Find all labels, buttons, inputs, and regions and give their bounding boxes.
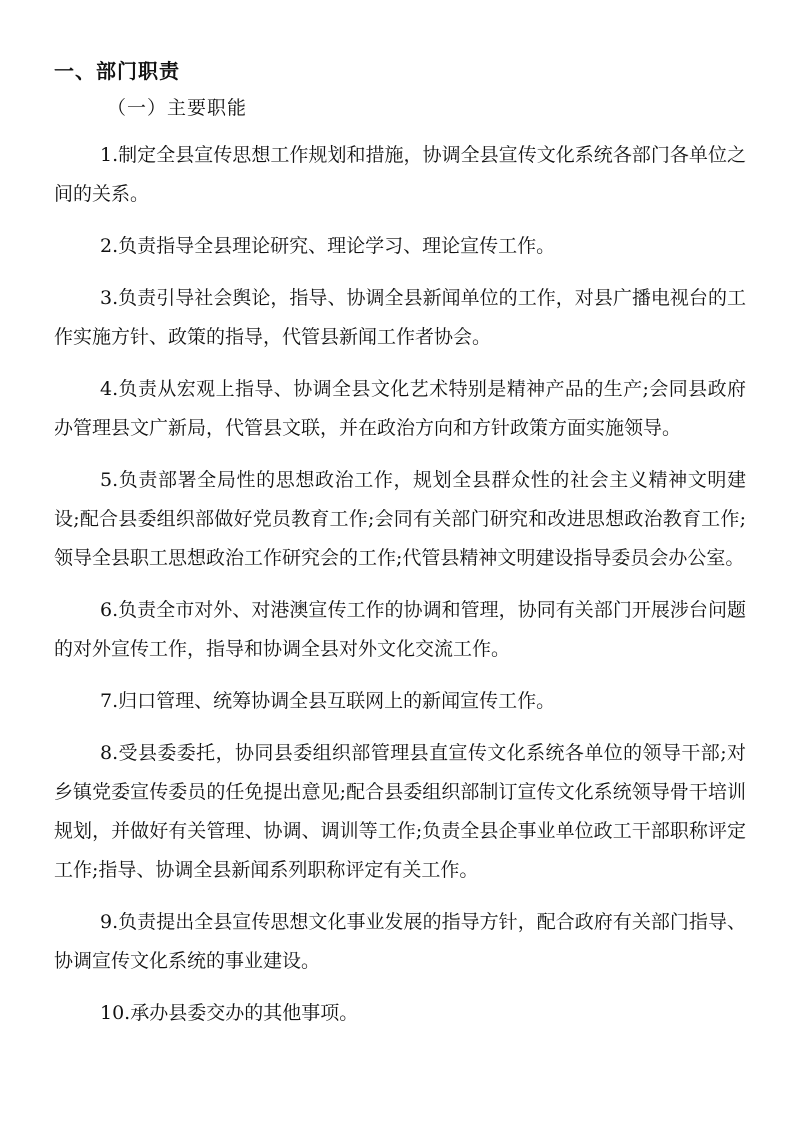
duty-item-7: 7.归口管理、统筹协调全县互联网上的新闻宣传工作。 — [100, 690, 556, 712]
subsection-heading: （一）主要职能 — [107, 97, 248, 119]
duty-item-1: 1.制定全县宣传思想工作规划和措施，协调全县宣传文化系统各部门各单位之间的关系。 — [54, 144, 746, 205]
duty-item-5: 5.负责部署全局性的思想政治工作，规划全县群众性的社会主义精神文明建设;配合县委组织部做好党员教育工作;会同有关部门研究和改进思想政治教育工作;领导全县职工思想政治工作研究会的工作;代管县精神文明建设指导委员会办公室。 — [54, 469, 746, 569]
duty-item-9: 9.负责提出全县宣传思想文化事业发展的指导方针，配合政府有关部门指导、协调宣传文化系统的事业建设。 — [54, 911, 746, 972]
duty-item-3: 3.负责引导社会舆论，指导、协调全县新闻单位的工作，对县广播电视台的工作实施方针、政策的指导，代管县新闻工作者协会。 — [54, 287, 746, 348]
duty-item-8: 8.受县委委托，协同县委组织部管理县直宣传文化系统各单位的领导干部;对乡镇党委宣传委员的任免提出意见;配合县委组织部制订宣传文化系统领导骨干培训规划，并做好有关管理、协调、调训等工作;负责全县企事业单位政工干部职称评定工作;指导、协调全县新闻系列职称评定有关工作。 — [54, 742, 746, 881]
duty-item-4: 4.负责从宏观上指导、协调全县文化艺术特别是精神产品的生产;会同县政府办管理县文广新局，代管县文联，并在政治方向和方针政策方面实施领导。 — [54, 378, 746, 439]
duty-item-6: 6.负责全市对外、对港澳宣传工作的协调和管理，协同有关部门开展涉台问题的对外宣传工作，指导和协调全县对外文化交流工作。 — [54, 599, 746, 660]
section-heading: 一、部门职责 — [54, 59, 180, 83]
duty-item-10: 10.承办县委交办的其他事项。 — [100, 1002, 359, 1024]
duty-item-2: 2.负责指导全县理论研究、理论学习、理论宣传工作。 — [100, 235, 556, 257]
duty-list — [54, 136, 746, 1046]
